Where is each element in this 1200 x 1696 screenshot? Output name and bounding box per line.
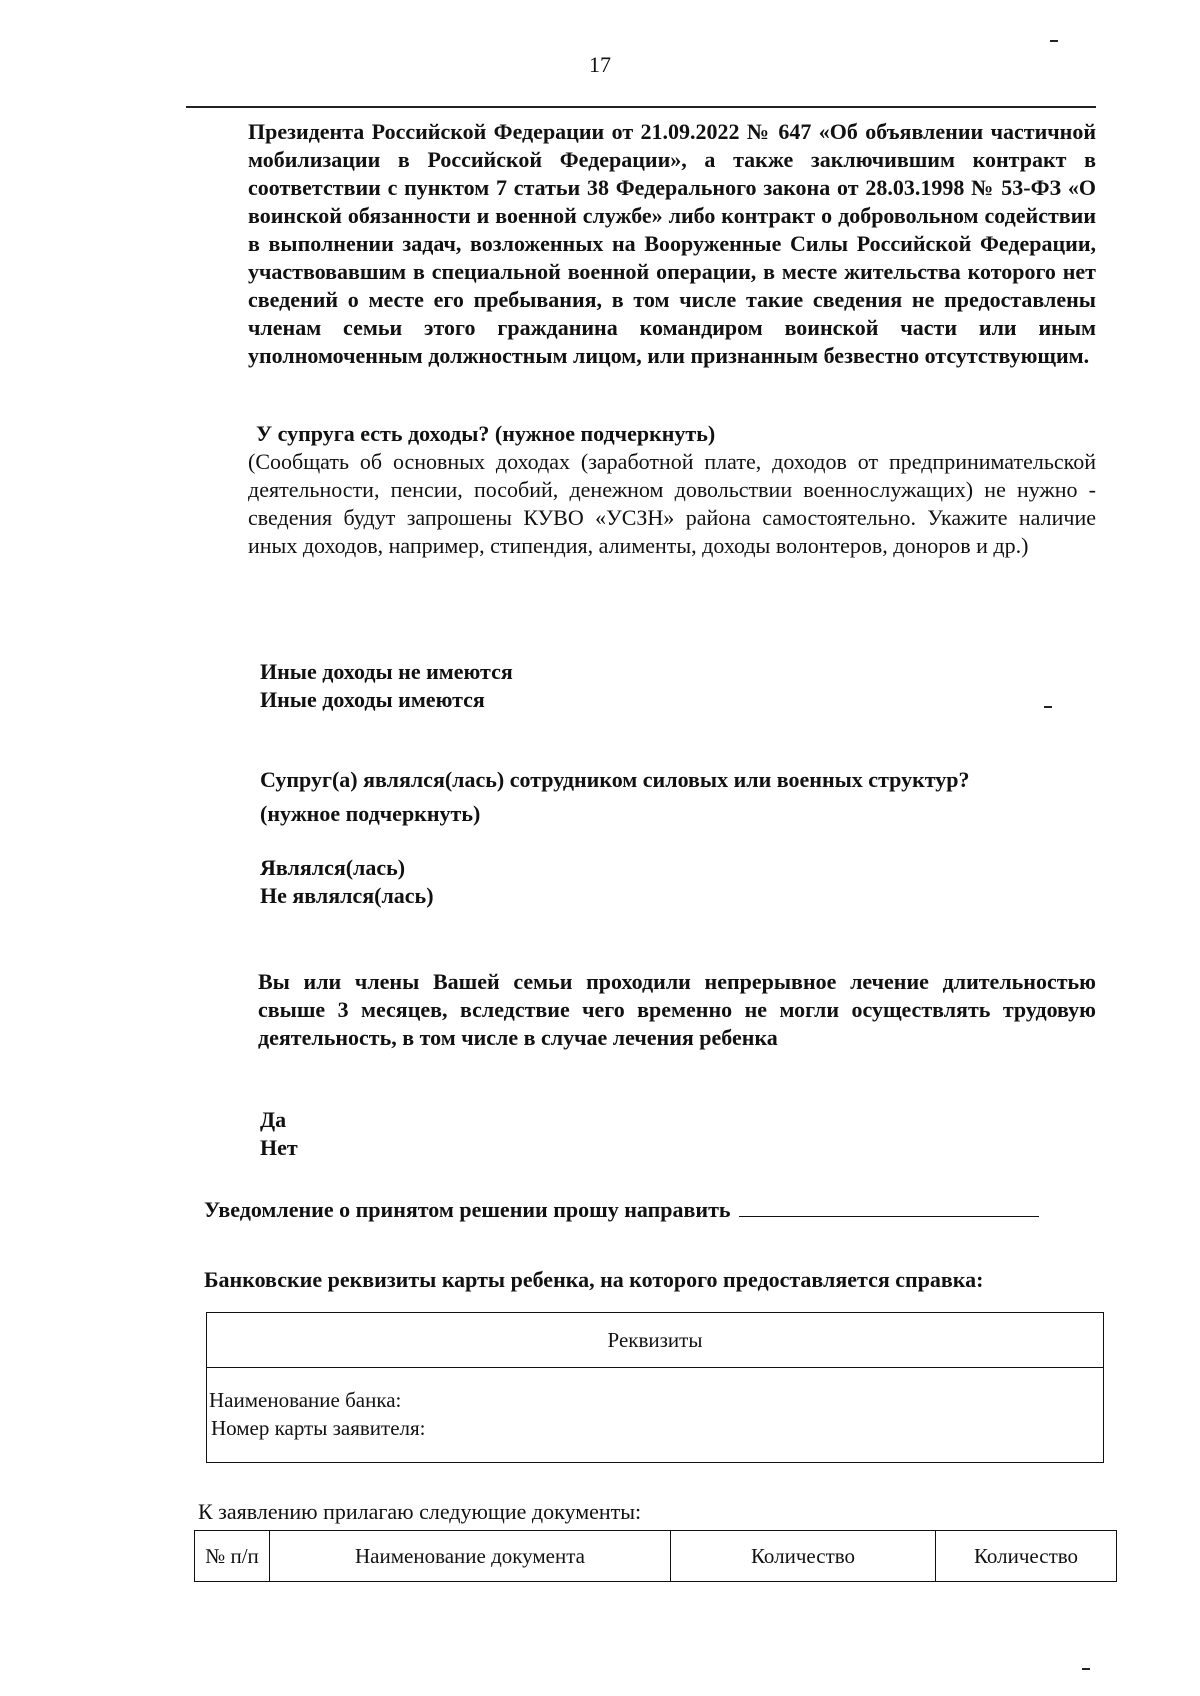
documents-table: [194, 1530, 1117, 1582]
col-document-name-header: Наименование документа: [270, 1531, 671, 1582]
col-quantity-header-2: Количество: [936, 1531, 1117, 1582]
card-number-field[interactable]: Номер карты заявителя:: [211, 1416, 426, 1440]
notification-label: Уведомление о принятом решении прошу направить: [204, 1197, 731, 1222]
income-question: У супруга есть доходы? (нужное подчеркнуть): [256, 421, 716, 446]
income-note: (Сообщать об основных доходах (заработной плате, доходов от предпринимательской деятельности, пенсии, пособий, денежном довольствии военнослужащих) не нужно - сведения будут запрошены КУВО «УСЗН» района самостоятельно. Укажите наличие иных доходов, например, стипендия, алименты, доходы волонтеров, доноров и др.): [248, 449, 1096, 558]
attachments-label: К заявлению прилагаю следующие документы:: [198, 1499, 642, 1524]
col-number-header: № п/п: [195, 1531, 270, 1582]
bank-name-field[interactable]: Наименование банка:: [209, 1388, 402, 1412]
treatment-option-no[interactable]: Нет: [260, 1135, 298, 1160]
income-option-other[interactable]: Иные доходы имеются: [260, 687, 485, 712]
bank-table-body: [207, 1368, 1103, 1462]
bank-details-table: [206, 1312, 1104, 1463]
intro-paragraph: Президента Российской Федерации от 21.09.2022 № 647 «Об объявлении частичной мобилизации в Российской Федерации», а также заключившим контракт в соответствии с пунктом 7 статьи 38 Федерального закона от 28.03.1998 № 53-ФЗ «О воинской обязанности и военной службе» либо контракт о добровольном содействии в выполнении задач, возложенных на Вооруженные Силы Российской Федерации, участвовавшим в специальной военной операции, в месте жительства которого нет сведений о месте его пребывания, в том числе такие сведения не предоставлены членам семьи этого гражданина командиром воинской части или иным уполномоченным должностным лицом, или признанным безвестно отсутствующим.: [248, 119, 1096, 368]
notification-row: [204, 1196, 1039, 1224]
income-option-none[interactable]: Иные доходы не имеются: [260, 659, 513, 684]
service-question: Супруг(а) являлся(лась) сотрудником силовых или военных структур?: [260, 767, 970, 792]
col-quantity-header: Количество: [671, 1531, 936, 1582]
scan-mark: [1050, 40, 1058, 42]
service-question-hint: (нужное подчеркнуть): [260, 801, 481, 826]
scan-mark: [1082, 1668, 1090, 1670]
notification-input-line[interactable]: [739, 1196, 1039, 1217]
bank-table-header: Реквизиты: [207, 1313, 1103, 1368]
service-option-yes[interactable]: Являлся(лась): [260, 855, 406, 880]
page-number: 17: [589, 52, 611, 77]
bank-heading: Банковские реквизиты карты ребенка, на которого предоставляется справка:: [204, 1267, 984, 1292]
treatment-option-yes[interactable]: Да: [260, 1107, 287, 1132]
scan-mark: [1044, 706, 1052, 708]
treatment-question: Вы или члены Вашей семьи проходили непрерывное лечение длительностью свыше 3 месяцев, вследствие чего временно не могли осуществлять трудовую деятельность, в том числе в случае лечения ребенка: [258, 969, 1096, 1050]
service-option-no[interactable]: Не являлся(лась): [260, 883, 434, 908]
header-divider: [186, 106, 1096, 108]
documents-table-header-row: [195, 1531, 1117, 1582]
